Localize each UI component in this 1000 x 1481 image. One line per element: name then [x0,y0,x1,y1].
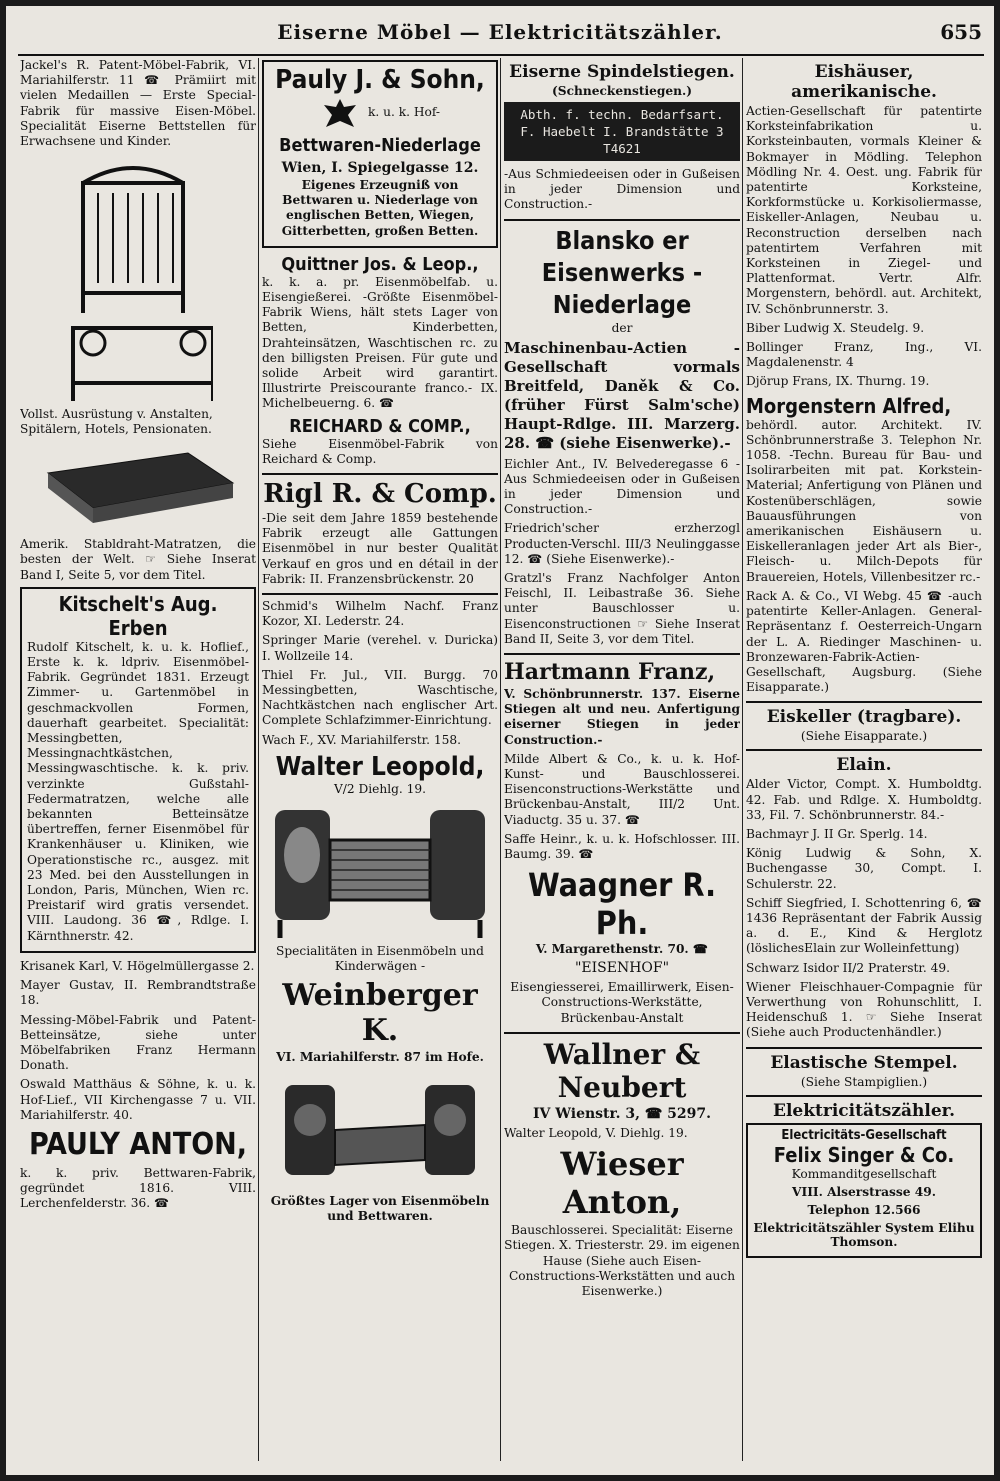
spindel-body: -Aus Schmiedeeisen oder in Gußeisen in jeder Dimension und Construction.- [504,167,740,212]
zaehler-title: Elektricitätszähler. [773,1100,955,1121]
entry-koenig: König Ludwig & Sohn, X. Buchengasse 30, Compt. I. Schulerstr. 22. [746,846,982,891]
weinberger-tail: Größtes Lager von Eisenmöbeln und Bettwaren. [270,1193,490,1223]
entry-walter2: Walter Leopold, V. Diehlg. 19. [504,1125,688,1140]
weinberger-title: Weinberger K. [282,978,478,1049]
pauly-hof: k. u. k. Hof- [367,105,441,120]
entry-wach: Wach F., XV. Mariahilferstr. 158. [262,732,462,747]
elain-title: Elain. [836,755,892,776]
pauly-anton-title: PAULY ANTON, [28,1126,248,1162]
reichard-title: REICHARD & COMP., [289,415,471,437]
ornate-bed-illustration [280,1070,480,1190]
column-3 [504,58,740,1461]
column-1 [20,58,256,1461]
pauly-body: Eigenes Erzeugniß von Bettwaren u. Niederlage von englischen Betten, Wiegen, Gitterbetten, großen Betten. [281,178,479,238]
entry-hartmann: V. Schönbrunnerstr. 137. Eiserne Stiegen alt und neu. Anfertigung eiserner Stiegen in jeder Construction.- [504,687,740,747]
felix-kg: Kommanditgesellschaft [791,1166,937,1181]
column-4 [746,58,982,1461]
header-rule [18,54,984,56]
ad-kitschelt [20,587,256,953]
stempel-sub: (Siehe Stampiglien.) [800,1074,928,1089]
entry-springer: Springer Marie (verehel. v. Duricka) I. Wollzeile 14. [262,633,498,663]
entry-actien: Actien-Gesellschaft für patentirte Korksteinfabrikation u. Korksteinbauten, vormals Kleiner & Bokmayer in Mödling. Telephon Mödling Nr. 4. Oest. ung. Fabrik für patentirte Korksteine, Korkformstücke u. Korkisoliermasse, Eiskeller-Anlagen, Neubau u. Reconstruction derselben nach patentirtem Verfahren mit Korksteinen in Ziegel- und Plattenformat. Vertr. Alfr. Morgenstern, behördl. aut. Architekt, IV. Schönbrunnerstr. 3. [746,104,982,316]
entry-rack: Rack A. & Co., VI Webg. 45 ☎ -auch patentirte Keller-Anlagen. General-Repräsentanz f. Oesterreich-Ungarn der L. A. Riedinger Maschinen- u. Bronzewaren-Fabrik-Actien-Gesellschaft, Augsburg. (Siehe Eisapparate.) [746,588,982,695]
kitschelt-body: Rudolf Kitschelt, k. u. k. Hoflief., Erste k. k. ldpriv. Eisenmöbel-Fabrik. Gegründet 1831. Erzeugt Zimmer- u. Gartenmöbel in geschmackvollen Formen, dauerhaft gearbeitet. Specialität: Messingbetten, Messingnachtkästchen, Messingwaschtische. k. k. priv. verzinkte Gußstahl-Federmatratzen, welche alle bekannten Betteinsätze übertreffen, ferner Eisenmöbel für Krankenhäuser u. Kliniken, wie Operationstische rc., ausgez. mit 23 Med. bei den Ausstellungen in London, Paris, München, Wien rc. Preistarif wird gratis versendet. VIII. Laudong. 36 ☎, Rdlge. I. Kärnthnerstr. 42. [27,639,249,943]
entry-djoerup: Djörup Frans, IX. Thurng. 19. [746,374,930,389]
entry-krisanek: Krisanek Karl, V. Högelmüllergasse 2. [20,958,255,973]
column-divider [258,58,259,1461]
entry-schiff: Schiff Siegfried, I. Schottenring 6, ☎ 1436 Repräsentant der Fabrik Aussig a. d. E., Kind & Herglotz (löslichesElain zur Wolleinfettung) [746,895,982,956]
entry-thiel: Thiel Fr. Jul., VII. Burgg. 70 Messingbetten, Waschtische, Nachtkästchen nach englischer Art. Complete Schlafzimmer-Einrichtung. [262,667,498,728]
entry-quittner: k. k. a. pr. Eisenmöbelfab. u. Eisengießerei. -Größte Eisenmöbel-Fabrik Wiens, hält stets Lager von Betten, Kinderbetten, Drahteinsätzen, Waschtischen rc. zu den billigsten Preisen. Für gute und solide Arbeit wird garantirt. Illustrirte Preiscourante franco.- IX. Michelbeuerng. 6. ☎ [262,274,498,411]
entry-saffe: Saffe Heinr., k. u. k. Hofschlosser. III. Baumg. 39. ☎ [504,831,740,862]
column-2 [262,58,498,1461]
entry-wiener: Wiener Fleischhauer-Compagnie für Verwerthung von Rohunschlitt, I. Heidenschuß 1. ☞ Siehe Inserat (Siehe auch Productenhändler.) [746,979,982,1040]
wieser-title: Wieser Anton, [560,1145,684,1222]
entry-friedrich: Friedrich'scher erzherzogl Producten-Verschl. III/3 Neulinggasse 12. ☎ (Siehe Eisenwerke).- [504,521,740,566]
stempel-title: Elastische Stempel. [770,1052,958,1073]
weinberger-addr: VI. Mariahilferstr. 87 im Hofe. [276,1050,484,1065]
column-divider [742,58,743,1461]
iron-crib-illustration [63,153,213,403]
iron-bed-illustration [270,800,490,940]
entry-alder: Alder Victor, Compt. X. Humboldtg. 42. Fab. und Rdlge. X. Humboldtg. 33, Fil. 7. Schönbrunnerstr. 84.- [746,777,982,822]
page-number: 655 [940,20,982,44]
entry-rigl: -Die seit dem Jahre 1859 bestehende Fabrik erzeugt alle Gattungen Eisenmöbel in nur bester Qualität Verkauf en gros und en détail in der Fabrik: II. Franzensbrückenstr. 20 [262,511,498,586]
walter-spec: Specialitäten in Eisenmöbeln und Kinderwägen - [276,943,484,974]
pauly-addr: Wien, I. Spiegelgasse 12. [281,160,479,176]
entry-jackel: Jackel's R. Patent-Möbel-Fabrik, VI. Mariahilferstr. 11 ☎ Prämiirt mit vielen Medaillen — Erste Special-Fabrik für massive Eisen-Möbel. Specialität Eiserne Bettstellen für Erwachsene und Kinder. [20,58,256,149]
entry-schwarz: Schwarz Isidor II/2 Praterstr. 49. [746,960,951,975]
running-head: Eiserne Möbel — Elektricitätszähler. [277,20,723,44]
kitschelt-title: Kitschelt's Aug. Erben [58,591,218,640]
entry-maschinenbau: Maschinenbau-Actien - Gesellschaft vormals Breitfeld, Daněk & Co. (früher Fürst Salm'sche) Haupt-Rdlge. III. Marzerg. 28. ☎ (siehe Eisenwerke).- [504,338,740,452]
wallner-title: Wallner & Neubert [543,1037,701,1104]
column-divider [500,58,501,1461]
pauly-sub: Bettwaren-Niederlage [279,135,481,156]
waagner-title: Waagner R. Ph. [527,866,717,943]
entry-amerik: Amerik. Stabldraht-Matratzen, die besten der Welt. ☞ Siehe Inserat Band I, Seite 5, vor dem Titel. [20,537,256,582]
ad-pauly [262,60,498,248]
entry-biber: Biber Ludwig X. Steudelg. 9. [746,320,925,335]
wallner-addr: IV Wienstr. 3, ☎ 5297. [533,1105,711,1122]
quittner-title: Quittner Jos. & Leop., [281,253,479,275]
felix-tel: Telephon 12.566 [807,1202,921,1217]
eiskeller-title: Eiskeller (tragbare). [766,707,962,728]
walter-addr: V/2 Diehlg. 19. [333,781,427,796]
entry-gratzl: Gratzl's Franz Nachfolger Anton Feischl, II. Leibastraße 36. Siehe unter Bauschlosser u. Eisenconstructionen ☞ Siehe Inserat Band II, Seite 3, vor dem Titel. [504,571,740,646]
felix-addr: VIII. Alserstrasse 49. [792,1184,936,1199]
entry-schmid: Schmid's Wilhelm Nachf. Franz Kozor, XI. Lederstr. 24. [262,599,498,629]
felix-top: Electricitäts-Gesellschaft [781,1127,947,1143]
mattress-illustration [38,443,238,533]
entry-pauly-anton: k. k. priv. Bettwaren-Fabrik, gegründet 1816. VIII. Lerchenfelderstr. 36. ☎ [20,1165,256,1211]
entry-jackel-tail: Vollst. Ausrüstung v. Anstalten, Spitälern, Hotels, Pensionaten. [20,407,213,437]
entry-wieser: Bauschlosserei. Specialität: Eiserne Stiegen. X. Triesterstr. 29. im eigenen Hause (Siehe auch Eisen-Constructions-Werkstätten und auch Eisenwerke.) [504,1223,740,1298]
rigl-title: Rigl R. & Comp. [263,479,497,510]
entry-reichard: Siehe Eisenmöbel-Fabrik von Reichard & Comp. [262,436,498,466]
pauly-title: Pauly J. & Sohn, [275,65,485,95]
walter-title: Walter Leopold, [275,751,485,782]
felix-name: Felix Singer & Co. [773,1142,955,1167]
spindel-sub: (Schneckenstiegen.) [552,84,692,98]
blansko-title: Blansko er Eisenwerks - Niederlage [541,225,703,319]
waagner-addr: V. Margarethenstr. 70. ☎ [535,942,709,957]
entry-messing: Messing-Möbel-Fabrik und Patent-Betteinsätze, siehe unter Möbelfabriken Franz Hermann Donath. [20,1012,256,1073]
entry-milde: Milde Albert & Co., k. u. k. Hof-Kunst- und Bauschlosserei. Eisenconstructions-Werkstätte und Brückenbau-Anstalt, III/2 Unt. Viaductg. 35 u. 37. ☎ [504,751,740,827]
entry-eichler: Eichler Ant., IV. Belvederegasse 6 -Aus Schmiedeeisen oder in Gußeisen in jeder Dimension und Construction.- [504,456,740,517]
blansko-der: der [611,320,633,335]
inverted-stamp: Abth. f. techn. Bedarfsart. F. Haebelt I. Brandstätte 3 T4621 [504,102,740,161]
ad-felix-singer [746,1123,982,1258]
spindel-title: Eiserne Spindelstiegen. [509,62,735,82]
eagle-crest-icon [320,95,360,135]
entry-oswald: Oswald Matthäus & Söhne, k. u. k. Hof-Lief., VII Kirchengasse 7 u. VII. Mariahilferstr. 40. [20,1077,256,1122]
felix-body: Elektricitätszähler System Elihu Thomson. [753,1220,975,1249]
page [6,6,994,1475]
eiskeller-sub: (Siehe Eisapparate.) [800,729,928,744]
entry-mayer: Mayer Gustav, II. Rembrandtstraße 18. [20,978,256,1008]
entry-bollinger: Bollinger Franz, Ing., VI. Magdalenenstr. 4 [746,340,982,370]
morgenstern-title: Morgenstern Alfred, [746,393,952,418]
waagner-body: Eisengiesserei, Emaillirwerk, Eisen-Constructions-Werkstätte, Brückenbau-Anstalt [510,980,734,1025]
waagner-name: "EISENHOF" [574,960,670,977]
eis-title: Eishäuser, amerikanische. [791,62,937,102]
entry-bachmayr: Bachmayr J. II Gr. Sperlg. 14. [746,826,928,841]
entry-morgenstern: behördl. autor. Architekt. IV. Schönbrunnerstraße 3. Telephon Nr. 1058. -Techn. Bureau für Bau- und Isolirarbeiten mit pat. Korkstein-Material; Anfertigung von Plänen und Kostenüberschlägen, sowie Bauausführungen von amerikanischen Eishäusern u. Eiskelleranlagen jeder Art als Bier-, Fleisch- u. Milch-Depots für Brauereien, Hotels, Villenbesitzer rc.- [746,417,982,584]
hartmann-title: Hartmann Franz, [504,659,716,686]
